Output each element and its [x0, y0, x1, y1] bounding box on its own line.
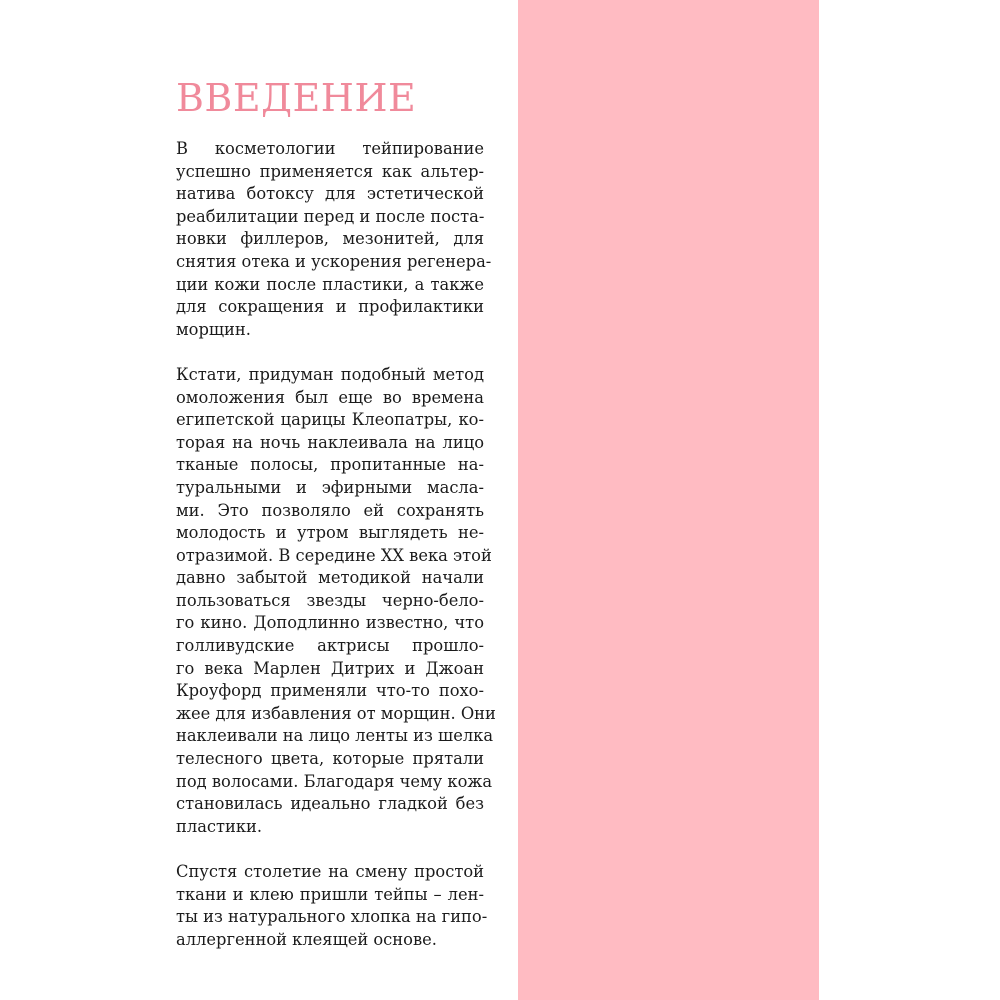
text-line: давно забытой методикой начали	[176, 568, 484, 588]
text-line: под волосами. Благодаря чему кожа	[176, 771, 493, 791]
text-line: Спустя столетие на смену простой	[176, 862, 484, 881]
text-line: становилась идеально гладкой без	[176, 794, 484, 814]
text-line: аллергенной клеящей основе.	[176, 929, 437, 949]
text-line: ми. Это позволяло ей сохранять	[176, 500, 484, 520]
text-line: туральными и эфирными масла-	[176, 477, 484, 497]
text-line: египетской царицы Клеопатры, ко-	[176, 410, 484, 430]
text-line: пользоваться звезды черно-бело-	[176, 590, 484, 610]
text-line: ткани и клею пришли тейпы – лен-	[176, 884, 484, 904]
text-line: Кстати, придуман подобный метод	[176, 364, 484, 384]
body-paragraph	[176, 138, 492, 341]
text-line: Кроуфорд применяли что-то похо-	[176, 681, 484, 701]
text-line: отразимой. В середине XX века этой	[176, 545, 492, 565]
text-line: молодость и утром выглядеть не-	[176, 523, 484, 543]
text-line: для сокращения и профилактики	[176, 297, 484, 317]
text-line: ты из натурального хлопка на гипо-	[176, 907, 488, 927]
text-line: омоложения был еще во времена	[176, 387, 484, 407]
text-line: морщин.	[176, 319, 251, 339]
text-line: го века Марлен Дитрих и Джоан	[176, 658, 484, 678]
text-line: снятия отека и ускорения регенера-	[176, 251, 492, 271]
text-line: наклеивали на лицо ленты из шелка	[176, 726, 494, 746]
body-paragraph	[176, 364, 496, 838]
text-line: тканые полосы, пропитанные на-	[176, 455, 484, 475]
text-line: голливудские актрисы прошло-	[176, 636, 484, 656]
text-line: го кино. Доподлинно известно, что	[176, 613, 484, 633]
text-line: новки филлеров, мезонитей, для	[176, 229, 484, 249]
text-line: торая на ночь наклеивала на лицо	[176, 432, 484, 452]
text-line: реабилитации перед и после поста-	[176, 206, 485, 226]
body-text-column	[176, 138, 496, 951]
pink-decorative-band	[518, 0, 819, 1000]
body-paragraph	[176, 861, 488, 951]
text-line: успешно применяется как альтер-	[176, 161, 484, 181]
text-line: пластики.	[176, 816, 263, 836]
text-line: жее для избавления от морщин. Они	[176, 703, 496, 723]
chapter-heading: ВВЕДЕНИЕ	[176, 76, 417, 120]
text-line: ции кожи после пластики, а также	[176, 274, 484, 294]
text-line: натива ботоксу для эстетической	[176, 184, 484, 204]
text-line: В косметологии тейпирование	[176, 139, 484, 158]
text-line: телесного цвета, которые прятали	[176, 749, 484, 769]
